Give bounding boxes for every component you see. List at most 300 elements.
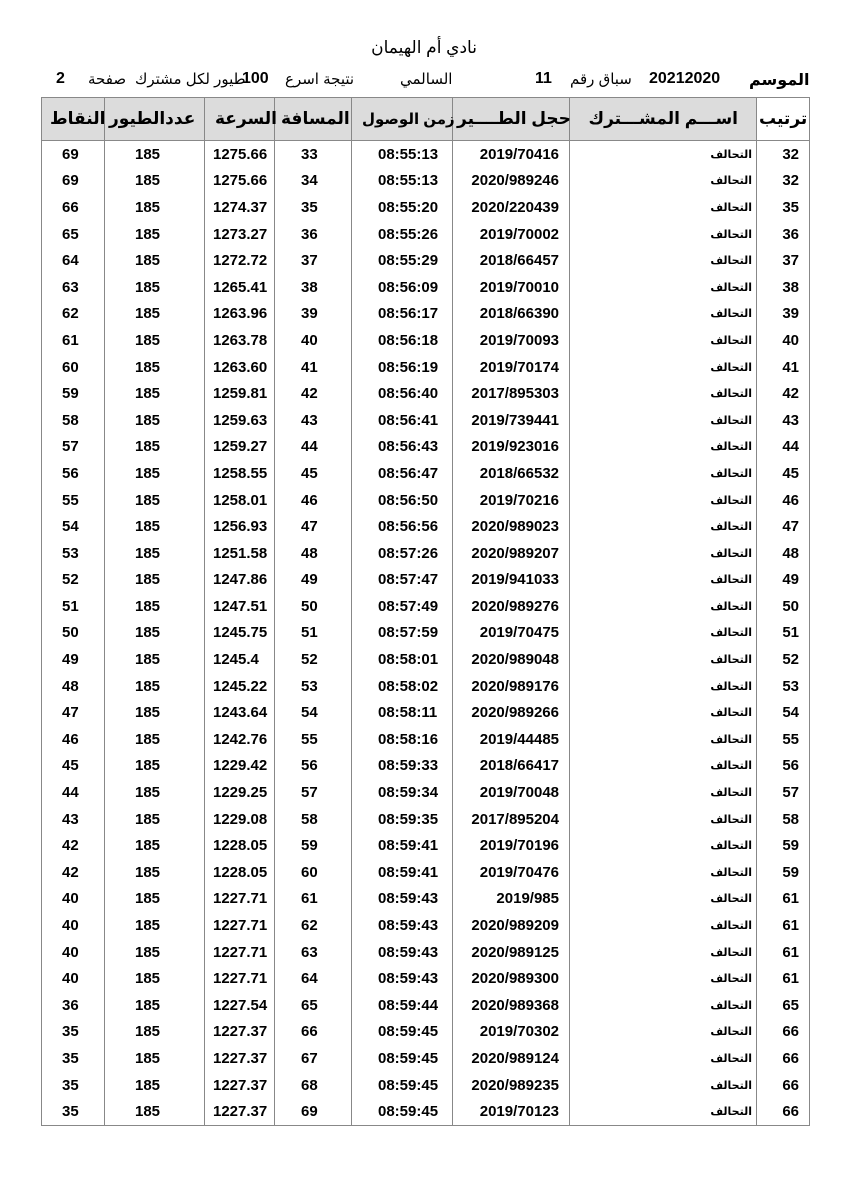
cell-name: التحالف bbox=[570, 939, 757, 966]
table-row bbox=[42, 806, 810, 833]
table-row bbox=[42, 699, 810, 726]
cell-time: 08:59:45 bbox=[352, 1019, 453, 1046]
cell-rank: 59 bbox=[757, 832, 810, 859]
cell-name: التحالف bbox=[570, 593, 757, 620]
cell-birds: 185 bbox=[105, 806, 205, 833]
cell-name: التحالف bbox=[570, 141, 757, 168]
cell-speed: 1242.76 bbox=[205, 726, 275, 753]
cell-birds: 185 bbox=[105, 912, 205, 939]
cell-points: 42 bbox=[42, 832, 105, 859]
cell-points: 35 bbox=[42, 1072, 105, 1099]
cell-rank: 52 bbox=[757, 646, 810, 673]
cell-rank: 61 bbox=[757, 965, 810, 992]
cell-speed: 1227.71 bbox=[205, 912, 275, 939]
cell-birds: 185 bbox=[105, 593, 205, 620]
cell-time: 08:59:35 bbox=[352, 806, 453, 833]
cell-points: 54 bbox=[42, 513, 105, 540]
table-row bbox=[42, 593, 810, 620]
cell-speed: 1258.01 bbox=[205, 487, 275, 514]
cell-points: 44 bbox=[42, 779, 105, 806]
results-table bbox=[41, 97, 810, 1126]
cell-time: 08:55:13 bbox=[352, 168, 453, 195]
table-row bbox=[42, 460, 810, 487]
cell-time: 08:55:29 bbox=[352, 247, 453, 274]
cell-ring: 2020/989125 bbox=[453, 939, 570, 966]
cell-birds: 185 bbox=[105, 487, 205, 514]
cell-name: التحالف bbox=[570, 194, 757, 221]
cell-name: التحالف bbox=[570, 327, 757, 354]
cell-distance: 67 bbox=[275, 1045, 352, 1072]
cell-time: 08:59:43 bbox=[352, 912, 453, 939]
cell-points: 62 bbox=[42, 301, 105, 328]
club-title: نادي أم الهيمان bbox=[371, 38, 477, 57]
cell-birds: 185 bbox=[105, 1072, 205, 1099]
cell-speed: 1243.64 bbox=[205, 699, 275, 726]
cell-rank: 65 bbox=[757, 992, 810, 1019]
table-row bbox=[42, 1045, 810, 1072]
cell-points: 45 bbox=[42, 753, 105, 780]
cell-time: 08:56:50 bbox=[352, 487, 453, 514]
cell-points: 36 bbox=[42, 992, 105, 1019]
cell-name: التحالف bbox=[570, 806, 757, 833]
result-label: نتيجة اسرع bbox=[285, 71, 355, 88]
cell-name: التحالف bbox=[570, 487, 757, 514]
cell-ring: 2020/989300 bbox=[453, 965, 570, 992]
cell-time: 08:58:11 bbox=[352, 699, 453, 726]
cell-speed: 1263.96 bbox=[205, 301, 275, 328]
cell-time: 08:59:43 bbox=[352, 965, 453, 992]
cell-time: 08:58:01 bbox=[352, 646, 453, 673]
cell-speed: 1227.71 bbox=[205, 886, 275, 913]
cell-points: 40 bbox=[42, 886, 105, 913]
cell-ring: 2019/70216 bbox=[453, 487, 570, 514]
cell-speed: 1274.37 bbox=[205, 194, 275, 221]
cell-rank: 61 bbox=[757, 886, 810, 913]
cell-name: التحالف bbox=[570, 380, 757, 407]
cell-points: 35 bbox=[42, 1019, 105, 1046]
cell-ring: 2018/66417 bbox=[453, 753, 570, 780]
cell-rank: 66 bbox=[757, 1045, 810, 1072]
table-row bbox=[42, 965, 810, 992]
cell-distance: 56 bbox=[275, 753, 352, 780]
cell-birds: 185 bbox=[105, 567, 205, 594]
table-row bbox=[42, 779, 810, 806]
cell-speed: 1263.60 bbox=[205, 354, 275, 381]
cell-rank: 42 bbox=[757, 380, 810, 407]
cell-ring: 2020/989276 bbox=[453, 593, 570, 620]
cell-ring: 2018/66457 bbox=[453, 247, 570, 274]
cell-rank: 61 bbox=[757, 912, 810, 939]
cell-birds: 185 bbox=[105, 1019, 205, 1046]
table-row bbox=[42, 407, 810, 434]
table-row bbox=[42, 912, 810, 939]
cell-points: 35 bbox=[42, 1098, 105, 1125]
cell-speed: 1259.27 bbox=[205, 434, 275, 461]
cell-time: 08:56:43 bbox=[352, 434, 453, 461]
cell-ring: 2019/70093 bbox=[453, 327, 570, 354]
table-row bbox=[42, 194, 810, 221]
cell-rank: 45 bbox=[757, 460, 810, 487]
cell-distance: 68 bbox=[275, 1072, 352, 1099]
cell-distance: 58 bbox=[275, 806, 352, 833]
cell-distance: 33 bbox=[275, 141, 352, 168]
race-label: سباق رقم bbox=[570, 71, 632, 88]
cell-ring: 2020/989266 bbox=[453, 699, 570, 726]
cell-speed: 1229.25 bbox=[205, 779, 275, 806]
cell-ring: 2020/220439 bbox=[453, 194, 570, 221]
table-row bbox=[42, 1072, 810, 1099]
cell-points: 56 bbox=[42, 460, 105, 487]
cell-ring: 2019/44485 bbox=[453, 726, 570, 753]
page-number: 2 bbox=[56, 70, 65, 87]
cell-name: التحالف bbox=[570, 912, 757, 939]
cell-rank: 53 bbox=[757, 673, 810, 700]
cell-points: 53 bbox=[42, 540, 105, 567]
cell-speed: 1275.66 bbox=[205, 141, 275, 168]
cell-distance: 38 bbox=[275, 274, 352, 301]
cell-time: 08:58:02 bbox=[352, 673, 453, 700]
cell-speed: 1227.37 bbox=[205, 1019, 275, 1046]
cell-distance: 59 bbox=[275, 832, 352, 859]
table-row bbox=[42, 274, 810, 301]
cell-distance: 47 bbox=[275, 513, 352, 540]
cell-speed: 1229.08 bbox=[205, 806, 275, 833]
cell-rank: 35 bbox=[757, 194, 810, 221]
cell-speed: 1227.54 bbox=[205, 992, 275, 1019]
table-row bbox=[42, 673, 810, 700]
cell-distance: 40 bbox=[275, 327, 352, 354]
cell-points: 60 bbox=[42, 354, 105, 381]
cell-ring: 2020/989235 bbox=[453, 1072, 570, 1099]
table-row bbox=[42, 646, 810, 673]
cell-speed: 1265.41 bbox=[205, 274, 275, 301]
cell-speed: 1227.37 bbox=[205, 1072, 275, 1099]
cell-rank: 41 bbox=[757, 354, 810, 381]
cell-name: التحالف bbox=[570, 699, 757, 726]
table-row bbox=[42, 753, 810, 780]
cell-name: التحالف bbox=[570, 407, 757, 434]
cell-ring: 2019/70174 bbox=[453, 354, 570, 381]
cell-ring: 2019/70123 bbox=[453, 1098, 570, 1125]
cell-time: 08:59:45 bbox=[352, 1098, 453, 1125]
cell-time: 08:56:19 bbox=[352, 354, 453, 381]
cell-speed: 1259.81 bbox=[205, 380, 275, 407]
cell-ring: 2019/70476 bbox=[453, 859, 570, 886]
cell-points: 69 bbox=[42, 168, 105, 195]
cell-name: التحالف bbox=[570, 247, 757, 274]
cell-name: التحالف bbox=[570, 513, 757, 540]
table-row bbox=[42, 327, 810, 354]
cell-points: 52 bbox=[42, 567, 105, 594]
cell-time: 08:55:26 bbox=[352, 221, 453, 248]
cell-time: 08:57:26 bbox=[352, 540, 453, 567]
table-row bbox=[42, 487, 810, 514]
cell-distance: 46 bbox=[275, 487, 352, 514]
cell-birds: 185 bbox=[105, 753, 205, 780]
cell-name: التحالف bbox=[570, 1072, 757, 1099]
cell-time: 08:56:47 bbox=[352, 460, 453, 487]
cell-distance: 69 bbox=[275, 1098, 352, 1125]
cell-birds: 185 bbox=[105, 965, 205, 992]
cell-birds: 185 bbox=[105, 540, 205, 567]
cell-time: 08:56:40 bbox=[352, 380, 453, 407]
cell-name: التحالف bbox=[570, 567, 757, 594]
cell-ring: 2017/895204 bbox=[453, 806, 570, 833]
cell-ring: 2019/923016 bbox=[453, 434, 570, 461]
cell-speed: 1259.63 bbox=[205, 407, 275, 434]
cell-rank: 32 bbox=[757, 141, 810, 168]
table-row bbox=[42, 354, 810, 381]
cell-ring: 2020/989023 bbox=[453, 513, 570, 540]
col-ring-header: حجل الطــــير bbox=[453, 98, 570, 141]
table-row bbox=[42, 1019, 810, 1046]
table-row bbox=[42, 1098, 810, 1125]
cell-time: 08:59:45 bbox=[352, 1045, 453, 1072]
cell-speed: 1251.58 bbox=[205, 540, 275, 567]
birds-count: 100 bbox=[242, 70, 269, 87]
cell-rank: 57 bbox=[757, 779, 810, 806]
cell-distance: 34 bbox=[275, 168, 352, 195]
col-name-header: اســـم المشـــترك bbox=[570, 98, 757, 141]
cell-name: التحالف bbox=[570, 460, 757, 487]
cell-time: 08:59:33 bbox=[352, 753, 453, 780]
cell-rank: 61 bbox=[757, 939, 810, 966]
cell-points: 65 bbox=[42, 221, 105, 248]
cell-time: 08:59:41 bbox=[352, 832, 453, 859]
cell-birds: 185 bbox=[105, 513, 205, 540]
cell-ring: 2019/70002 bbox=[453, 221, 570, 248]
cell-points: 49 bbox=[42, 646, 105, 673]
cell-birds: 185 bbox=[105, 274, 205, 301]
cell-name: التحالف bbox=[570, 434, 757, 461]
cell-rank: 44 bbox=[757, 434, 810, 461]
birds-rule: طيور لكل مشترك bbox=[135, 71, 246, 88]
cell-time: 08:55:20 bbox=[352, 194, 453, 221]
cell-distance: 39 bbox=[275, 301, 352, 328]
cell-birds: 185 bbox=[105, 460, 205, 487]
cell-distance: 53 bbox=[275, 673, 352, 700]
cell-birds: 185 bbox=[105, 194, 205, 221]
cell-birds: 185 bbox=[105, 779, 205, 806]
cell-ring: 2019/941033 bbox=[453, 567, 570, 594]
cell-name: التحالف bbox=[570, 301, 757, 328]
cell-rank: 37 bbox=[757, 247, 810, 274]
cell-birds: 185 bbox=[105, 141, 205, 168]
cell-points: 40 bbox=[42, 965, 105, 992]
cell-distance: 57 bbox=[275, 779, 352, 806]
cell-speed: 1245.75 bbox=[205, 620, 275, 647]
cell-speed: 1275.66 bbox=[205, 168, 275, 195]
cell-rank: 55 bbox=[757, 726, 810, 753]
season-label: الموسم bbox=[749, 72, 810, 89]
cell-rank: 43 bbox=[757, 407, 810, 434]
cell-ring: 2020/989246 bbox=[453, 168, 570, 195]
cell-speed: 1258.55 bbox=[205, 460, 275, 487]
cell-distance: 41 bbox=[275, 354, 352, 381]
cell-speed: 1228.05 bbox=[205, 832, 275, 859]
col-rank-header: ترتيب bbox=[757, 98, 810, 141]
cell-ring: 2020/989048 bbox=[453, 646, 570, 673]
cell-name: التحالف bbox=[570, 673, 757, 700]
cell-rank: 54 bbox=[757, 699, 810, 726]
cell-distance: 51 bbox=[275, 620, 352, 647]
cell-points: 59 bbox=[42, 380, 105, 407]
cell-distance: 42 bbox=[275, 380, 352, 407]
cell-time: 08:58:16 bbox=[352, 726, 453, 753]
cell-time: 08:57:47 bbox=[352, 567, 453, 594]
cell-birds: 185 bbox=[105, 354, 205, 381]
cell-speed: 1227.37 bbox=[205, 1045, 275, 1072]
cell-name: التحالف bbox=[570, 886, 757, 913]
cell-birds: 185 bbox=[105, 859, 205, 886]
cell-ring: 2020/989207 bbox=[453, 540, 570, 567]
table-row bbox=[42, 301, 810, 328]
table-row bbox=[42, 141, 810, 168]
cell-name: التحالف bbox=[570, 1098, 757, 1125]
table-row bbox=[42, 168, 810, 195]
cell-ring: 2018/66532 bbox=[453, 460, 570, 487]
cell-points: 46 bbox=[42, 726, 105, 753]
cell-points: 42 bbox=[42, 859, 105, 886]
cell-distance: 50 bbox=[275, 593, 352, 620]
cell-name: التحالف bbox=[570, 540, 757, 567]
cell-time: 08:59:43 bbox=[352, 939, 453, 966]
cell-name: التحالف bbox=[570, 1019, 757, 1046]
cell-points: 35 bbox=[42, 1045, 105, 1072]
cell-rank: 46 bbox=[757, 487, 810, 514]
cell-time: 08:55:13 bbox=[352, 141, 453, 168]
cell-points: 64 bbox=[42, 247, 105, 274]
cell-rank: 58 bbox=[757, 806, 810, 833]
cell-birds: 185 bbox=[105, 1045, 205, 1072]
table-row bbox=[42, 380, 810, 407]
table-row bbox=[42, 992, 810, 1019]
cell-speed: 1247.86 bbox=[205, 567, 275, 594]
cell-rank: 32 bbox=[757, 168, 810, 195]
cell-speed: 1227.71 bbox=[205, 965, 275, 992]
cell-birds: 185 bbox=[105, 832, 205, 859]
cell-birds: 185 bbox=[105, 646, 205, 673]
cell-name: التحالف bbox=[570, 221, 757, 248]
cell-ring: 2020/989124 bbox=[453, 1045, 570, 1072]
cell-distance: 64 bbox=[275, 965, 352, 992]
cell-speed: 1229.42 bbox=[205, 753, 275, 780]
col-time-header: زمن الوصول bbox=[352, 98, 453, 141]
cell-distance: 65 bbox=[275, 992, 352, 1019]
location: السالمي bbox=[400, 71, 453, 88]
cell-points: 40 bbox=[42, 939, 105, 966]
cell-rank: 48 bbox=[757, 540, 810, 567]
col-birds-header: عددالطيور bbox=[105, 98, 205, 141]
cell-points: 48 bbox=[42, 673, 105, 700]
cell-time: 08:56:41 bbox=[352, 407, 453, 434]
cell-rank: 39 bbox=[757, 301, 810, 328]
cell-distance: 37 bbox=[275, 247, 352, 274]
cell-name: التحالف bbox=[570, 992, 757, 1019]
cell-birds: 185 bbox=[105, 168, 205, 195]
cell-birds: 185 bbox=[105, 301, 205, 328]
cell-time: 08:59:41 bbox=[352, 859, 453, 886]
race-number: 11 bbox=[535, 70, 552, 87]
cell-distance: 48 bbox=[275, 540, 352, 567]
cell-speed: 1256.93 bbox=[205, 513, 275, 540]
cell-points: 66 bbox=[42, 194, 105, 221]
cell-ring: 2020/989368 bbox=[453, 992, 570, 1019]
cell-birds: 185 bbox=[105, 1098, 205, 1125]
cell-speed: 1247.51 bbox=[205, 593, 275, 620]
table-row bbox=[42, 540, 810, 567]
cell-distance: 63 bbox=[275, 939, 352, 966]
cell-birds: 185 bbox=[105, 380, 205, 407]
col-points-header: النقاط bbox=[42, 98, 105, 141]
cell-name: التحالف bbox=[570, 965, 757, 992]
cell-name: التحالف bbox=[570, 726, 757, 753]
cell-rank: 50 bbox=[757, 593, 810, 620]
cell-distance: 61 bbox=[275, 886, 352, 913]
season-value: 20212020 bbox=[649, 70, 721, 87]
cell-ring: 2019/70302 bbox=[453, 1019, 570, 1046]
cell-points: 55 bbox=[42, 487, 105, 514]
table-row bbox=[42, 939, 810, 966]
cell-birds: 185 bbox=[105, 673, 205, 700]
cell-birds: 185 bbox=[105, 939, 205, 966]
cell-points: 69 bbox=[42, 141, 105, 168]
cell-ring: 2019/70048 bbox=[453, 779, 570, 806]
cell-birds: 185 bbox=[105, 247, 205, 274]
cell-birds: 185 bbox=[105, 221, 205, 248]
cell-time: 08:57:49 bbox=[352, 593, 453, 620]
cell-points: 43 bbox=[42, 806, 105, 833]
table-row bbox=[42, 434, 810, 461]
cell-speed: 1263.78 bbox=[205, 327, 275, 354]
cell-speed: 1245.22 bbox=[205, 673, 275, 700]
col-speed-header: السرعة bbox=[205, 98, 275, 141]
cell-birds: 185 bbox=[105, 726, 205, 753]
cell-distance: 36 bbox=[275, 221, 352, 248]
table-row bbox=[42, 886, 810, 913]
table-row bbox=[42, 247, 810, 274]
cell-name: التحالف bbox=[570, 620, 757, 647]
cell-ring: 2020/989176 bbox=[453, 673, 570, 700]
table-row bbox=[42, 832, 810, 859]
cell-speed: 1273.27 bbox=[205, 221, 275, 248]
cell-points: 47 bbox=[42, 699, 105, 726]
cell-name: التحالف bbox=[570, 1045, 757, 1072]
cell-points: 63 bbox=[42, 274, 105, 301]
cell-rank: 59 bbox=[757, 859, 810, 886]
cell-distance: 43 bbox=[275, 407, 352, 434]
table-row bbox=[42, 567, 810, 594]
cell-name: التحالف bbox=[570, 168, 757, 195]
cell-birds: 185 bbox=[105, 407, 205, 434]
cell-points: 40 bbox=[42, 912, 105, 939]
table-row bbox=[42, 620, 810, 647]
table-row bbox=[42, 513, 810, 540]
cell-points: 57 bbox=[42, 434, 105, 461]
cell-speed: 1227.37 bbox=[205, 1098, 275, 1125]
cell-rank: 36 bbox=[757, 221, 810, 248]
cell-name: التحالف bbox=[570, 832, 757, 859]
cell-time: 08:56:09 bbox=[352, 274, 453, 301]
cell-rank: 66 bbox=[757, 1098, 810, 1125]
cell-name: التحالف bbox=[570, 753, 757, 780]
cell-ring: 2019/70196 bbox=[453, 832, 570, 859]
cell-rank: 51 bbox=[757, 620, 810, 647]
cell-points: 51 bbox=[42, 593, 105, 620]
cell-distance: 45 bbox=[275, 460, 352, 487]
cell-ring: 2019/70475 bbox=[453, 620, 570, 647]
cell-points: 50 bbox=[42, 620, 105, 647]
